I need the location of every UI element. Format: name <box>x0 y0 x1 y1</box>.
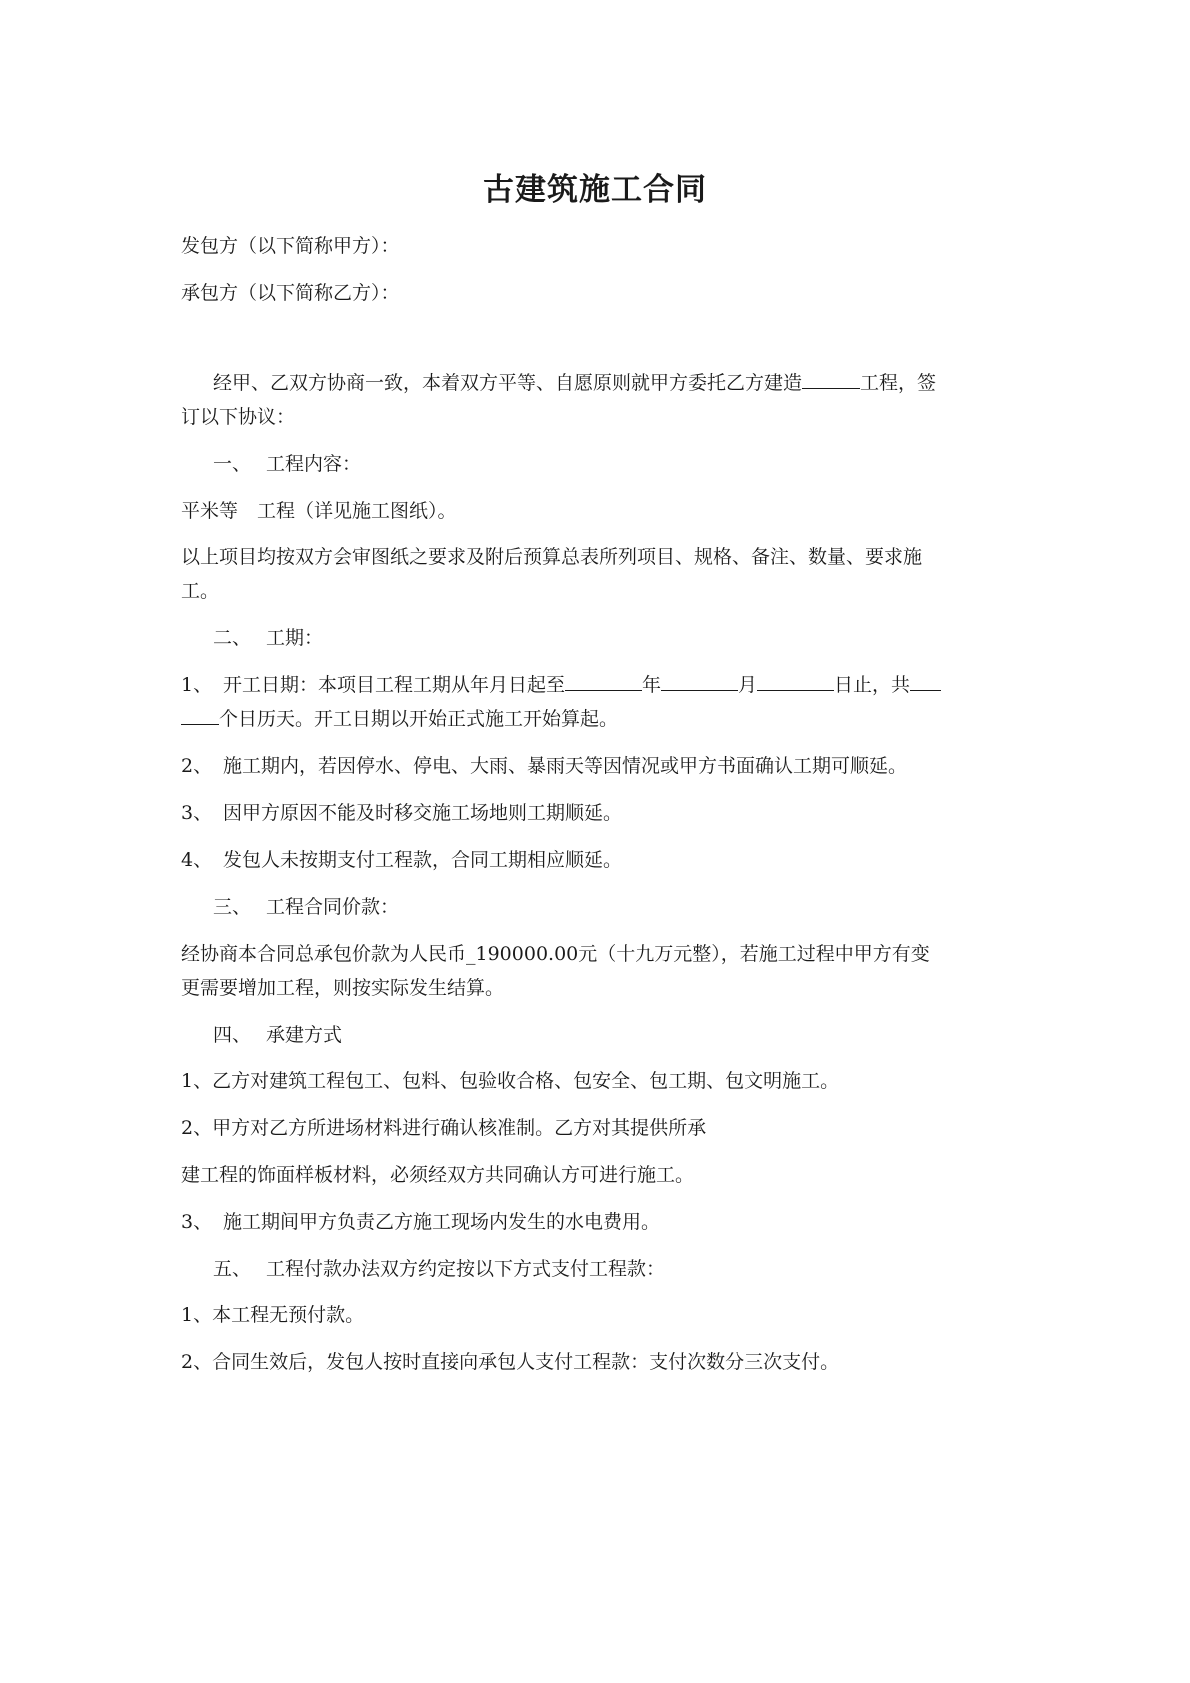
section-5-item-2: 2、合同生效后，发包人按时直接向承包人支付工程款：支付次数分三次支付。 <box>181 1351 840 1373</box>
section-2-item-2 <box>181 748 1021 784</box>
item-text: 开工日期：本项目工程工期从年月日起至 <box>223 674 566 696</box>
section-number: 一、 <box>213 453 252 475</box>
item-text: 施工期内，若因停水、停电、大雨、暴雨天等因情况或甲方书面确认工期可顺延。 <box>223 755 908 777</box>
section-4-item-2a: 2、甲方对乙方所进场材料进行确认核准制。乙方对其提供所承 <box>181 1117 707 1139</box>
section-5-item-1: 1、本工程无预付款。 <box>181 1304 365 1326</box>
section-3-line-2: 更需要增加工程，则按实际发生结算。 <box>181 977 505 999</box>
intro-paragraph <box>213 365 1053 401</box>
end-month-blank <box>661 668 738 691</box>
item-text: 发包人未按期支付工程款，合同工期相应顺延。 <box>223 849 623 871</box>
section-title: 承建方式 <box>266 1024 343 1046</box>
intro-text-2: 工程，签 <box>860 372 937 394</box>
section-4-item-1: 1、乙方对建筑工程包工、包料、包验收合格、包安全、包工期、包文明施工。 <box>181 1070 840 1092</box>
section-title: 工程付款办法双方约定按以下方式支付工程款： <box>266 1258 666 1280</box>
section-number: 三、 <box>213 896 252 918</box>
section-2-item-1 <box>181 667 1021 703</box>
section-1-line-1: 平米等 工程（详见施工图纸）。 <box>181 500 457 522</box>
total-days-blank-b <box>181 702 219 725</box>
section-4-heading <box>213 1017 1053 1053</box>
section-3-line-1: 经协商本合同总承包价款为人民币_190000.00元（十九万元整），若施工过程中甲方有变 <box>181 943 930 965</box>
project-name-blank <box>802 366 860 389</box>
item-number: 3、 <box>181 802 213 824</box>
section-4-item-2b: 建工程的饰面样板材料，必须经双方共同确认方可进行施工。 <box>181 1164 695 1186</box>
section-2-heading <box>213 620 1053 656</box>
item-text: 个日历天。开工日期以开始正式施工开始算起。 <box>219 708 619 730</box>
section-number: 二、 <box>213 627 252 649</box>
section-3-heading <box>213 889 1053 925</box>
section-title: 工程合同价款： <box>266 896 400 918</box>
item-text: 施工期间甲方负责乙方施工现场内发生的水电费用。 <box>223 1211 661 1233</box>
party-b-label: 承包方（以下简称乙方）： <box>181 282 400 304</box>
end-year-blank <box>565 668 642 691</box>
section-1-line-3: 工。 <box>181 580 220 602</box>
total-days-blank-a <box>910 668 941 691</box>
section-number: 五、 <box>213 1258 252 1280</box>
item-number: 3、 <box>181 1211 213 1233</box>
end-day-blank <box>757 668 834 691</box>
item-number: 1、 <box>181 674 213 696</box>
section-5-heading <box>213 1251 1053 1287</box>
section-title: 工期： <box>266 627 324 649</box>
section-1-line-2: 以上项目均按双方会审图纸之要求及附后预算总表所列项目、规格、备注、数量、要求施 <box>181 546 923 568</box>
section-number: 四、 <box>213 1024 252 1046</box>
item-number: 2、 <box>181 755 213 777</box>
section-title: 工程内容： <box>266 453 362 475</box>
section-2-item-1-cont <box>181 701 1021 737</box>
intro-text-3: 订以下协议： <box>181 406 296 428</box>
item-number: 4、 <box>181 849 213 871</box>
section-2-item-4 <box>181 842 1021 878</box>
item-text: 因甲方原因不能及时移交施工场地则工期顺延。 <box>223 802 623 824</box>
party-a-label: 发包方（以下简称甲方）： <box>181 235 400 257</box>
section-1-heading <box>213 446 1053 482</box>
intro-text-1: 经甲、乙双方协商一致，本着双方平等、自愿原则就甲方委托乙方建造 <box>213 372 803 394</box>
month-label: 月 <box>738 674 758 696</box>
document-title: 古建筑施工合同 <box>483 172 707 208</box>
section-2-item-3 <box>181 795 1021 831</box>
section-4-item-3 <box>181 1204 1021 1240</box>
day-label: 日止，共 <box>834 674 911 696</box>
year-label: 年 <box>642 674 662 696</box>
